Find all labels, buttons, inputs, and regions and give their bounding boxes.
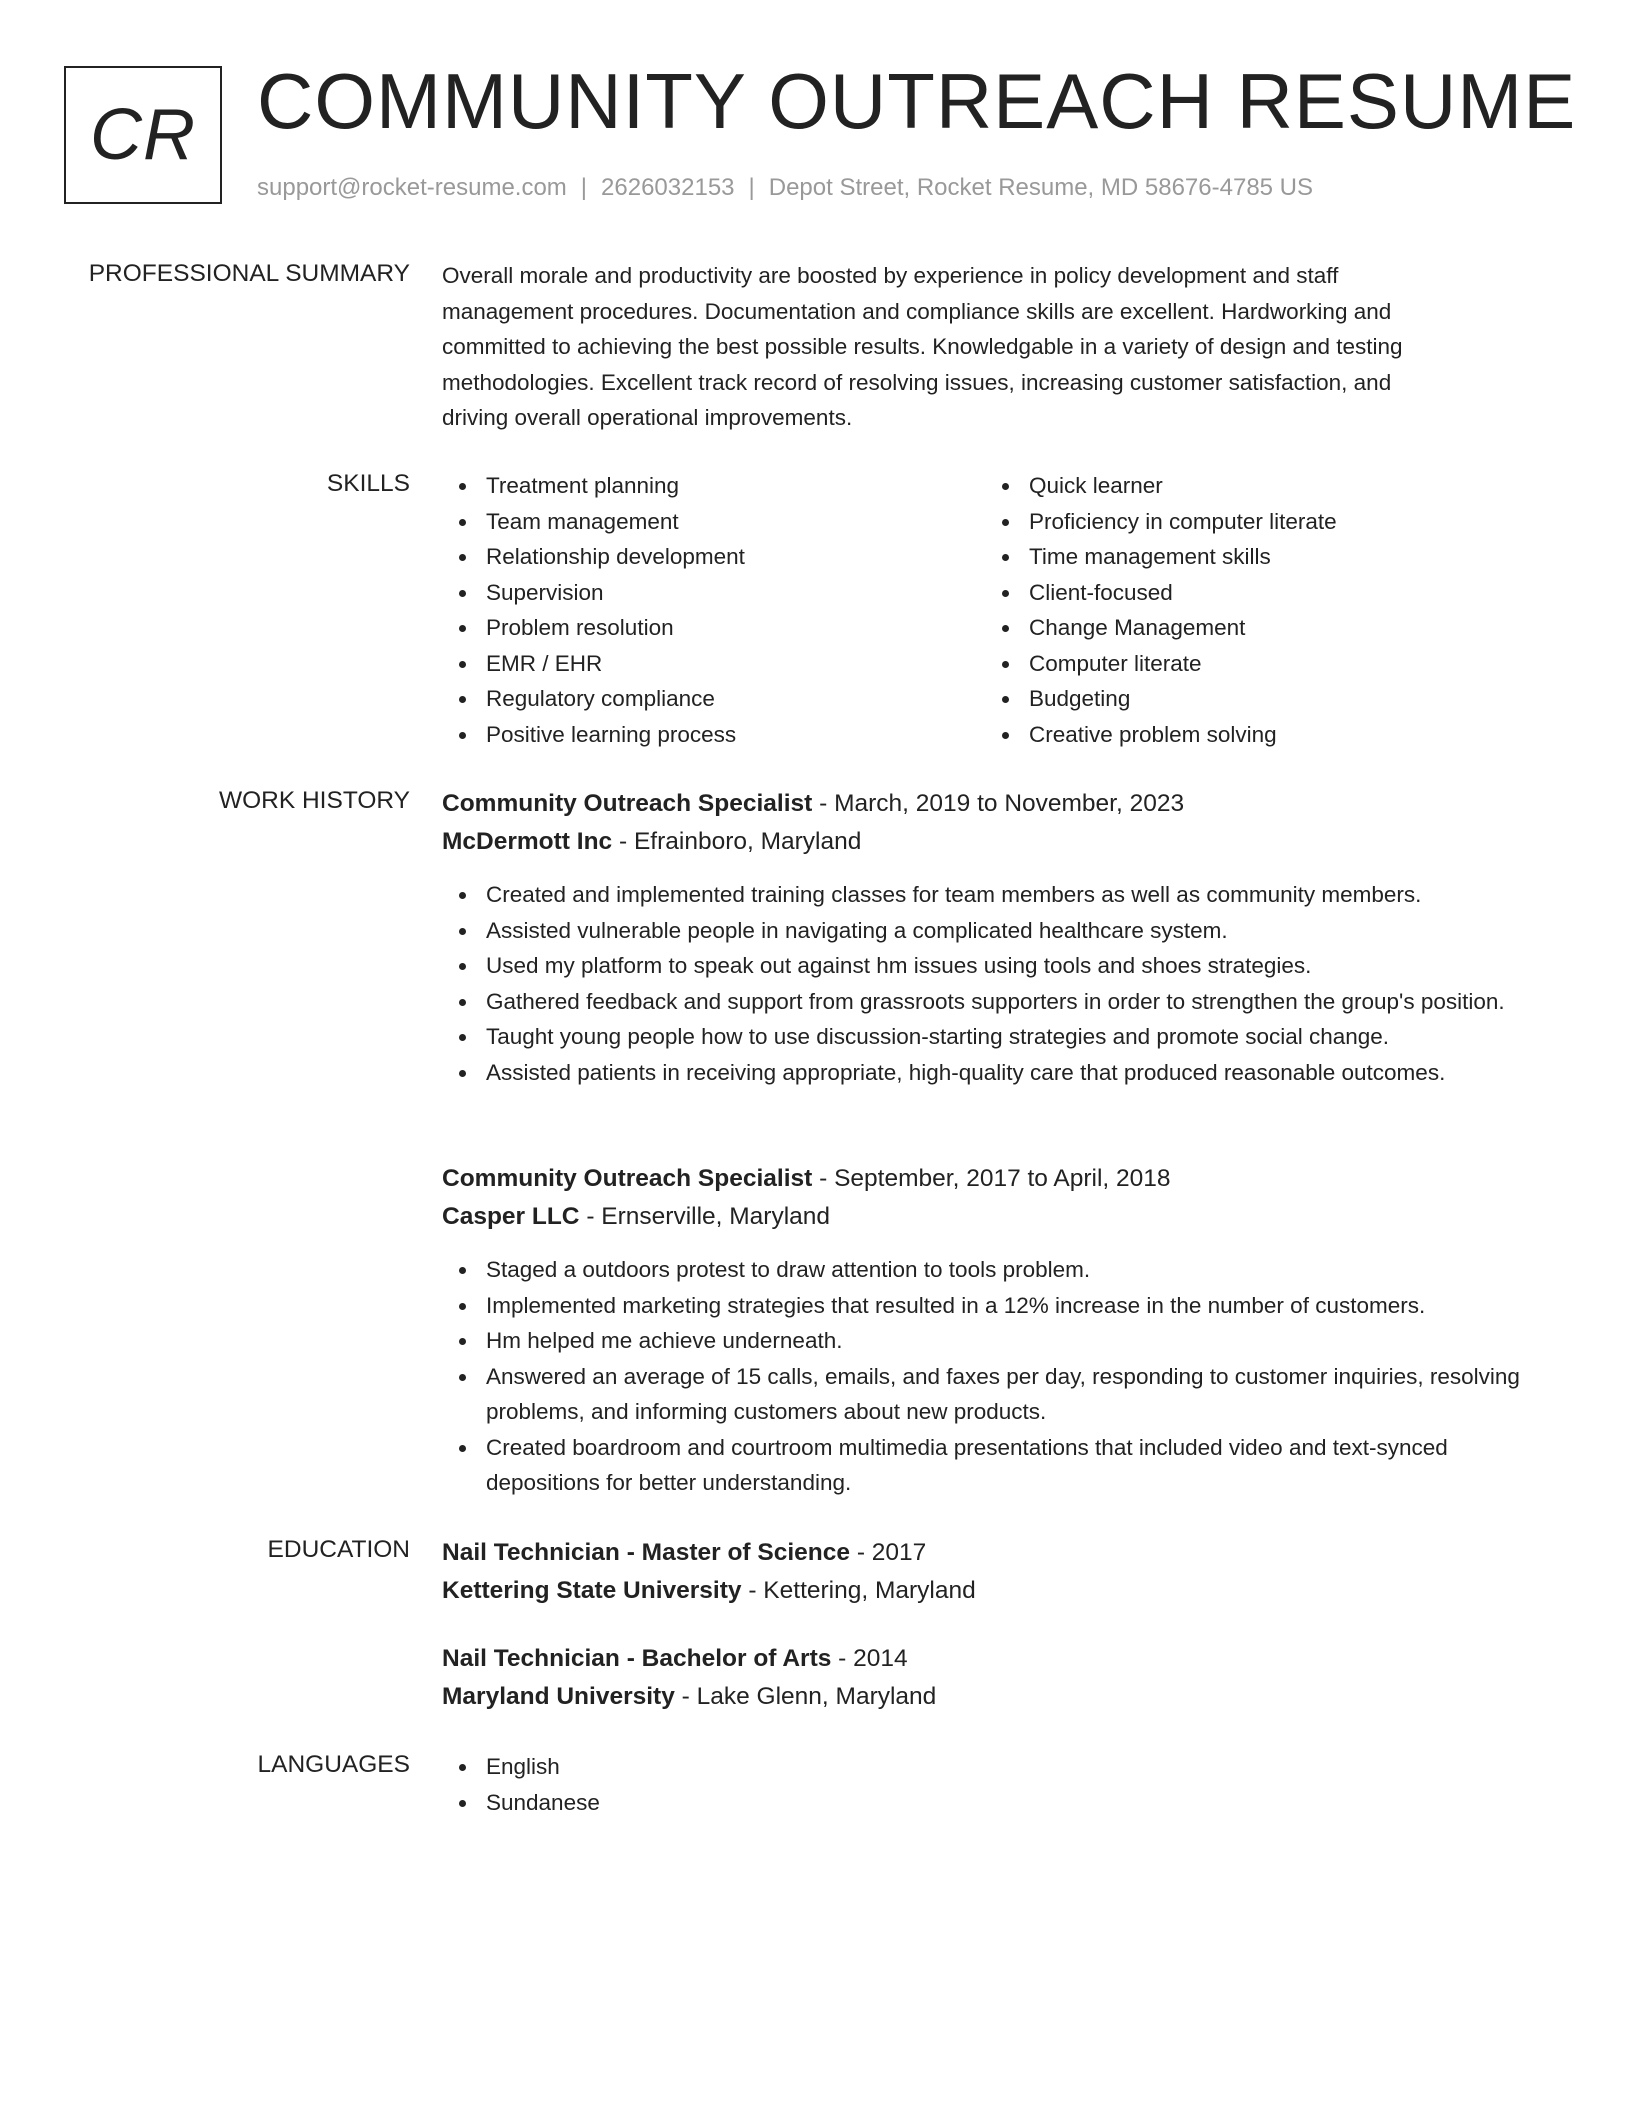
job-duty: Taught young people how to use discussion-starting strategies and promote social change.	[442, 1019, 1552, 1055]
monogram-initials: CR	[90, 95, 196, 175]
skill-item: Budgeting	[985, 681, 1528, 717]
skill-item: Supervision	[442, 575, 985, 611]
education-location: - Lake Glenn, Maryland	[674, 1683, 937, 1710]
job-duty: Assisted patients in receiving appropriate, high-quality care that produced reasonable outcomes.	[442, 1055, 1552, 1091]
job-duty: Gathered feedback and support from grassroots supporters in order to strengthen the group's position.	[442, 984, 1552, 1020]
summary-line: committed to achieving the best possible results. Knowledgable in a variety of design and testing	[442, 334, 1403, 359]
skill-item: Treatment planning	[442, 468, 985, 504]
education-degree: Nail Technician - Master of Science	[442, 1539, 851, 1566]
job-dates: - September, 2017 to April, 2018	[812, 1165, 1171, 1192]
education-school: Kettering State University	[442, 1577, 742, 1604]
contact-separator: |	[748, 174, 755, 201]
skill-item: Time management skills	[985, 539, 1528, 575]
skills-list-right	[985, 468, 1528, 752]
skill-item: Quick learner	[985, 468, 1528, 504]
skills-grid	[442, 468, 1552, 752]
job-duties-list	[442, 877, 1552, 1090]
skills-body	[442, 468, 1552, 752]
education-entry	[442, 1534, 1552, 1610]
contact-address: Depot Street, Rocket Resume, MD 58676-4785 US	[768, 174, 1314, 201]
education-location: - Kettering, Maryland	[741, 1577, 976, 1604]
job-company-line	[442, 1198, 1552, 1236]
skill-item: Creative problem solving	[985, 717, 1528, 753]
job-duty: Hm helped me achieve underneath.	[442, 1323, 1552, 1359]
education-school: Maryland University	[442, 1683, 675, 1710]
job-entry	[442, 1160, 1552, 1501]
education-year: - 2017	[850, 1539, 927, 1566]
summary-line: management procedures. Documentation and compliance skills are excellent. Hardworking and	[442, 298, 1392, 324]
summary-line: driving overall operational improvements.	[442, 405, 853, 430]
job-entry	[442, 785, 1552, 1090]
section-label-summary: PROFESSIONAL SUMMARY	[88, 260, 410, 287]
languages-body	[442, 1749, 1552, 1820]
job-location: - Efrainboro, Maryland	[612, 828, 862, 855]
education-degree-line	[442, 1640, 1552, 1678]
education-body	[442, 1534, 1552, 1746]
job-dates: - March, 2019 to November, 2023	[812, 790, 1185, 817]
summary-line: Overall morale and productivity are boosted by experience in policy development and staff	[442, 263, 1339, 288]
job-duty: Created boardroom and courtroom multimedia presentations that included video and text-synced depositions for better understanding.	[442, 1430, 1552, 1501]
education-degree: Nail Technician - Bachelor of Arts	[442, 1645, 832, 1672]
skill-item: Team management	[442, 504, 985, 540]
job-location: - Ernserville, Maryland	[579, 1203, 831, 1230]
skill-item: Change Management	[985, 610, 1528, 646]
job-heading	[442, 1160, 1552, 1198]
education-entry	[442, 1640, 1552, 1716]
skill-item: Client-focused	[985, 575, 1528, 611]
skill-item: EMR / EHR	[442, 646, 985, 682]
job-duty: Implemented marketing strategies that resulted in a 12% increase in the number of customers.	[442, 1288, 1552, 1324]
skill-item: Regulatory compliance	[442, 681, 985, 717]
resume-title: COMMUNITY OUTREACH RESUME	[257, 57, 1577, 145]
job-duty: Created and implemented training classes for team members as well as community members.	[442, 877, 1552, 913]
language-item: English	[442, 1749, 1552, 1785]
contact-phone[interactable]: 2626032153	[601, 174, 735, 201]
work-history-body	[442, 785, 1552, 1495]
skill-item: Positive learning process	[442, 717, 985, 753]
language-item: Sundanese	[442, 1785, 1552, 1821]
job-duty: Answered an average of 15 calls, emails, and faxes per day, responding to customer inquiries, resolving problems, and informing customers about new products.	[442, 1359, 1552, 1430]
job-title: Community Outreach Specialist	[442, 790, 813, 817]
summary-text	[442, 258, 1552, 436]
job-company-line	[442, 823, 1552, 861]
summary-body	[442, 258, 1552, 436]
education-school-line	[442, 1678, 1552, 1716]
contact-separator: |	[580, 174, 588, 201]
monogram-logo	[64, 66, 222, 204]
job-company: Casper LLC	[442, 1203, 580, 1230]
skill-item: Proficiency in computer literate	[985, 504, 1528, 540]
section-label-work-history: WORK HISTORY	[218, 787, 410, 814]
section-label-education: EDUCATION	[267, 1536, 410, 1563]
summary-line: methodologies. Excellent track record of resolving issues, increasing customer satisfaction, and	[442, 369, 1392, 395]
contact-line	[257, 172, 1313, 204]
job-heading	[442, 785, 1552, 823]
job-title: Community Outreach Specialist	[442, 1165, 813, 1192]
education-school-line	[442, 1572, 1552, 1610]
job-duty: Used my platform to speak out against hm issues using tools and shoes strategies.	[442, 948, 1552, 984]
education-year: - 2014	[831, 1645, 908, 1672]
contact-email[interactable]: support@rocket-resume.com	[257, 174, 567, 201]
skill-item: Relationship development	[442, 539, 985, 575]
section-label-languages: LANGUAGES	[257, 1751, 410, 1778]
education-degree-line	[442, 1534, 1552, 1572]
job-duty: Assisted vulnerable people in navigating a complicated healthcare system.	[442, 913, 1552, 949]
job-duties-list	[442, 1252, 1552, 1501]
skills-list-left	[442, 468, 985, 752]
section-label-skills: SKILLS	[326, 470, 410, 497]
job-company: McDermott Inc	[442, 828, 613, 855]
languages-list	[442, 1749, 1552, 1820]
job-duty: Staged a outdoors protest to draw attention to tools problem.	[442, 1252, 1552, 1288]
skill-item: Computer literate	[985, 646, 1528, 682]
skill-item: Problem resolution	[442, 610, 985, 646]
